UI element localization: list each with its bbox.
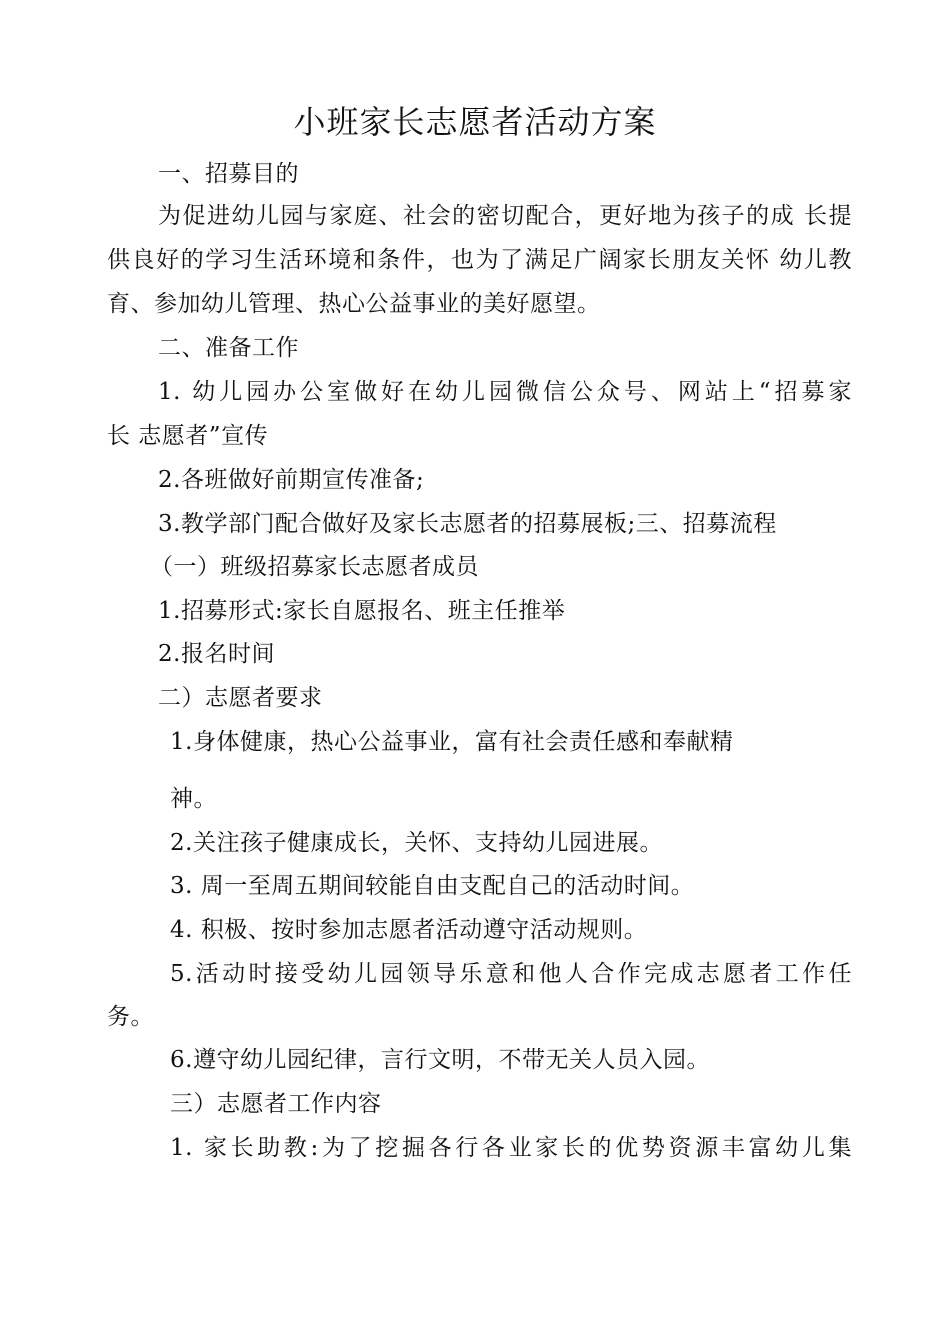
list-item: 5.活动时接受幼儿园领导乐意和他人合作完成志愿者工作任 [170, 961, 852, 987]
list-item: 3.教学部门配合做好及家长志愿者的招募展板;三、招募流程 [158, 511, 777, 537]
list-item-continuation: 神。 [170, 786, 217, 812]
paragraph-line: 为促进幼儿园与家庭、社会的密切配合，更好地为孩子的成 长提 [158, 203, 852, 229]
list-item: 3. 周一至周五期间较能自由支配自己的活动时间。 [170, 873, 695, 899]
list-item-continuation: 长 志愿者”宣传 [107, 423, 269, 449]
subheading-class-recruit: （一）班级招募家长志愿者成员 [150, 554, 479, 580]
document-title: 小班家长志愿者活动方案 [293, 103, 657, 141]
list-item: 1. 幼儿园办公室做好在幼儿园微信公众号、网站上“招募家 [158, 379, 852, 405]
paragraph-line: 育、参加幼儿管理、热心公益事业的美好愿望。 [107, 291, 601, 317]
list-item-continuation: 务。 [107, 1004, 154, 1030]
list-item: 2.报名时间 [158, 641, 275, 667]
heading-preparation: 二、准备工作 [158, 335, 299, 361]
list-item: 1. 家长助教:为了挖掘各行各业家长的优势资源丰富幼儿集 [170, 1135, 852, 1161]
heading-recruit-purpose: 一、招募目的 [158, 161, 299, 187]
list-item: 4. 积极、按时参加志愿者活动遵守活动规则。 [170, 917, 648, 943]
subheading-volunteer-work: 三）志愿者工作内容 [170, 1091, 382, 1117]
paragraph-line: 供良好的学习生活环境和条件，也为了满足广阔家长朋友关怀 幼儿教 [107, 247, 852, 273]
subheading-volunteer-requirements: 二）志愿者要求 [158, 685, 323, 711]
list-item: 2.关注孩子健康成长，关怀、支持幼儿园进展。 [170, 830, 663, 856]
list-item: 1.身体健康，热心公益事业，富有社会责任感和奉献精 [170, 729, 734, 755]
list-item: 1.招募形式:家长自愿报名、班主任推举 [158, 598, 566, 624]
list-item: 2.各班做好前期宣传准备; [158, 467, 425, 493]
list-item: 6.遵守幼儿园纪律，言行文明，不带无关人员入园。 [170, 1047, 710, 1073]
